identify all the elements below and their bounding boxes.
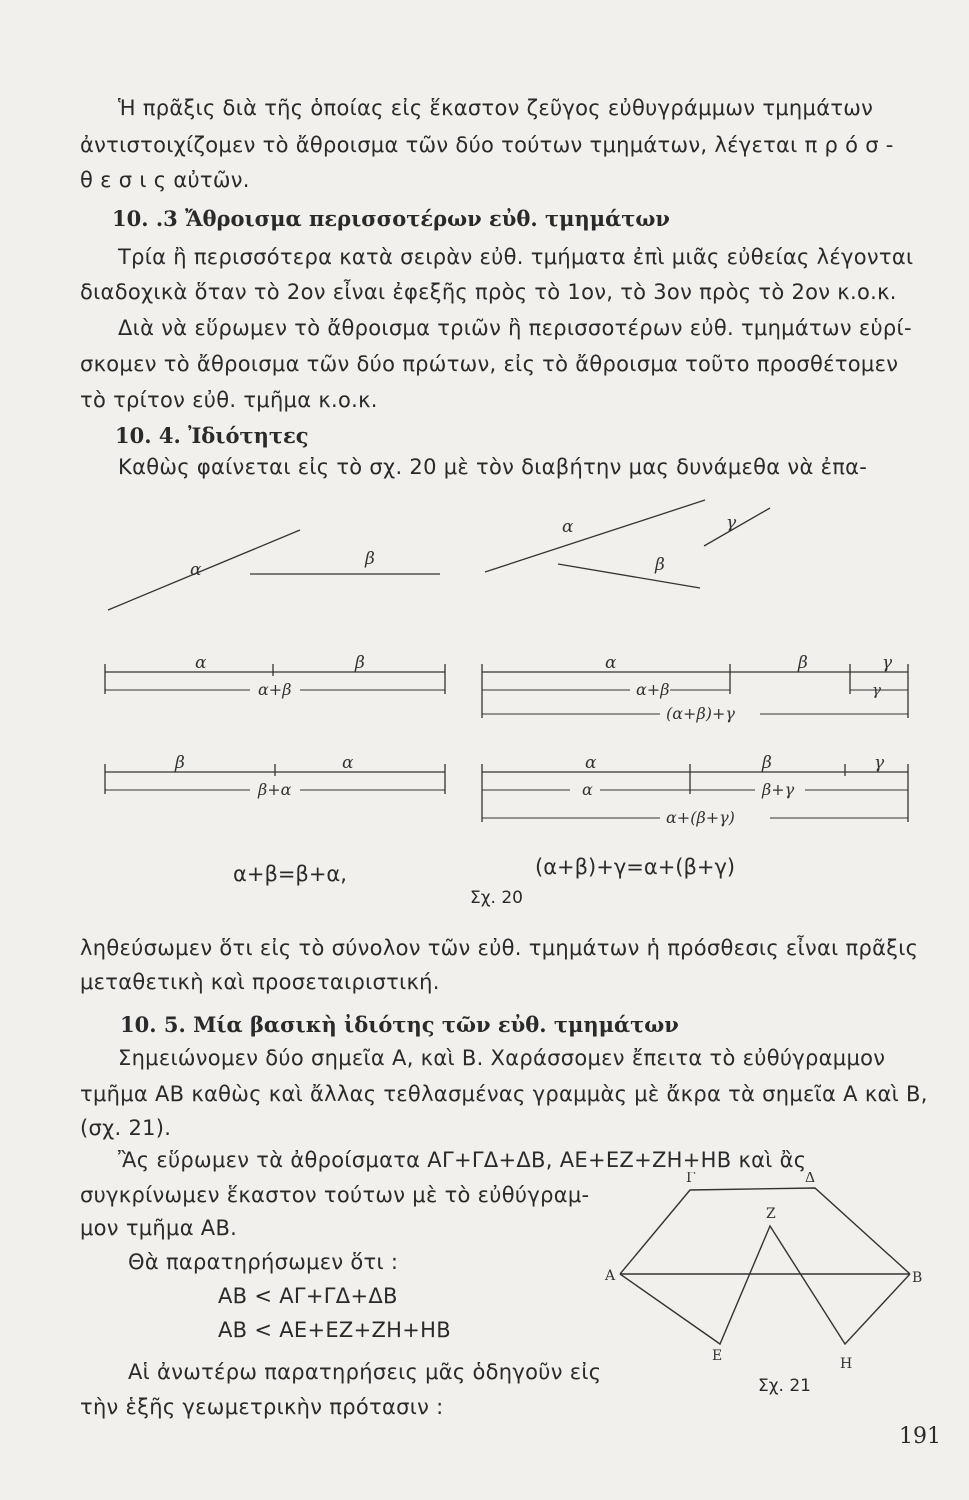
fig20-row1r-label-a: α <box>605 653 617 673</box>
fig20-row2-label-ba: β+α <box>258 780 292 799</box>
fig20-seg-beta-2 <box>558 564 700 588</box>
sec5-line-7: Θὰ παρατηρήσωμεν ὅτι : <box>128 1250 399 1274</box>
sec3-line-1: Τρία ἢ περισσότερα κατὰ σειρὰν εὐθ. τμήματα ἐπὶ μιᾶς εὐθείας λέγονται <box>118 245 914 269</box>
fig20-row2r-label-b: β <box>762 753 772 773</box>
fig20-seg-alpha-slant <box>108 530 300 610</box>
section-3-title: 10. .3 Ἄθροισμα περισσοτέρων εὐθ. τμημάτων <box>112 206 670 231</box>
fig21-point-D: Δ <box>805 1172 816 1186</box>
fig21-point-A: Α <box>605 1268 616 1284</box>
sec3-line-4: σκομεν τὸ ἄθροισμα τῶν δύο πρώτων, εἰς τὸ ἄθροισμα τοῦτο προσθέτομεν <box>80 352 899 376</box>
fig20-row2-label-a: α <box>342 753 354 773</box>
fig20-row1r-label-g: γ <box>882 653 893 673</box>
fig20-row2-label-b: β <box>175 753 185 773</box>
fig20-seg-gamma <box>704 508 770 546</box>
fig20-row2r-label-g: γ <box>874 753 885 773</box>
intro-line-2: ἀντιστοιχίζομεν τὸ ἄθροισμα τῶν δύο τούτων τμημάτων, λέγεται π ρ ό σ - <box>80 133 894 157</box>
fig20-row1r-label-g2: γ <box>872 681 881 699</box>
formula-associative: (α+β)+γ=α+(β+γ) <box>535 855 736 879</box>
sec5-line-6: μον τμῆμα ΑΒ. <box>80 1216 238 1240</box>
sec5-line-5: συγκρίνωμεν ἕκαστον τούτων μὲ τὸ εὐθύγραμ- <box>80 1183 590 1207</box>
inequality-2: ΑΒ < ΑΕ+ΕΖ+ΖΗ+ΗΒ <box>218 1318 451 1342</box>
fig20-label-beta-2: β <box>655 555 665 575</box>
sec5-line-1: Σημειώνομεν δύο σημεῖα Α, καὶ Β. Χαράσσομεν ἔπειτα τὸ εὐθύγραμμον <box>118 1046 886 1070</box>
fig20-label-alpha-1: α <box>190 560 202 580</box>
intro-line-3: θ ε σ ι ς αὐτῶν. <box>80 168 250 192</box>
fig20-row1r-label-ab: α+β <box>636 680 670 699</box>
sec5-line-3: (σχ. 21). <box>80 1116 172 1140</box>
sec3-line-3: Διὰ νὰ εὕρωμεν τὸ ἄθροισμα τριῶν ἢ περισσοτέρων εὐθ. τμημάτων εὑρί- <box>118 316 912 340</box>
fig20-row2r-label-bg: β+γ <box>762 780 795 799</box>
fig20-label-alpha-2: α <box>562 517 574 537</box>
fig20-row1-label-a: α <box>195 653 207 673</box>
fig20-label-beta-1: β <box>365 549 375 569</box>
fig21-point-E: Ε <box>712 1348 723 1364</box>
fig21-point-B: Β <box>912 1270 923 1286</box>
sec5-line-10: Αἱ ἀνωτέρω παρατηρήσεις μᾶς ὁδηγοῦν εἰς <box>128 1360 602 1384</box>
sec3-line-2: διαδοχικὰ ὅταν τὸ 2ον εἶναι ἐφεξῆς πρὸς τὸ 1ον, τὸ 3ον πρὸς τὸ 2ον κ.ο.κ. <box>80 280 897 304</box>
fig21-point-Z: Ζ <box>766 1206 776 1222</box>
sec5-line-4: Ἂς εὕρωμεν τὰ ἀθροίσματα ΑΓ+ΓΔ+ΔΒ, ΑΕ+ΕΖ+ΖΗ+ΗΒ καὶ ἂς <box>118 1148 807 1172</box>
page-number: 191 <box>899 1424 941 1449</box>
fig20-seg-alpha-2 <box>485 500 705 572</box>
after20-line-1: ληθεύσωμεν ὅτι εἰς τὸ σύνολον τῶν εὐθ. τμημάτων ἡ πρόσθεσις εἶναι πρᾶξις <box>80 936 919 960</box>
section-5-title: 10. 5. Μία βασικὴ ἰδιότης τῶν εὐθ. τμημάτων <box>120 1012 679 1037</box>
fig20-row2r-label-a: α <box>585 753 597 773</box>
fig20-row1r-label-b: β <box>798 653 808 673</box>
fig21-point-H: Η <box>840 1356 853 1372</box>
fig20-row1-label-b: β <box>355 653 365 673</box>
formula-commutative: α+β=β+α, <box>233 862 347 886</box>
sec5-line-11: τὴν ἑξῆς γεωμετρικὴν πρότασιν : <box>80 1395 444 1419</box>
inequality-1: ΑΒ < ΑΓ+ΓΔ+ΔΒ <box>218 1284 398 1308</box>
after20-line-2: μεταθετικὴ καὶ προσεταιριστική. <box>80 970 440 994</box>
fig21-point-G: Γ <box>686 1172 696 1186</box>
figure-20-caption: Σχ. 20 <box>470 888 524 908</box>
intro-line-1: Ἡ πρᾶξις διὰ τῆς ὁποίας εἰς ἕκαστον ζεῦγος εὐθυγράμμων τμημάτων <box>118 96 874 120</box>
sec5-line-2: τμῆμα ΑΒ καθὼς καὶ ἄλλας τεθλασμένας γραμμὰς μὲ ἄκρα τὰ σημεῖα Α καὶ Β, <box>80 1082 928 1106</box>
fig20-row2r-label-a2: α <box>582 780 593 799</box>
figure-20 <box>90 490 920 850</box>
figure-21-caption: Σχ. 21 <box>758 1376 812 1396</box>
fig20-row1r-label-abg: (α+β)+γ <box>666 704 735 723</box>
fig20-row1-label-ab: α+β <box>258 680 292 699</box>
sec3-line-5: τὸ τρίτον εὐθ. τμῆμα κ.ο.κ. <box>80 388 378 412</box>
fig20-row2r-label-a-bg: α+(β+γ) <box>666 808 735 827</box>
sec4-line-1: Καθὼς φαίνεται εἰς τὸ σχ. 20 μὲ τὸν διαβήτην μας δυνάμεθα νὰ ἐπα- <box>118 455 868 479</box>
section-4-title: 10. 4. Ἰδιότητες <box>115 423 309 448</box>
fig20-label-gamma-1: γ <box>726 513 737 533</box>
fig21-path-AGDB <box>620 1188 910 1274</box>
fig21-path-AEZHB <box>620 1226 910 1344</box>
figure-21 <box>600 1172 930 1402</box>
